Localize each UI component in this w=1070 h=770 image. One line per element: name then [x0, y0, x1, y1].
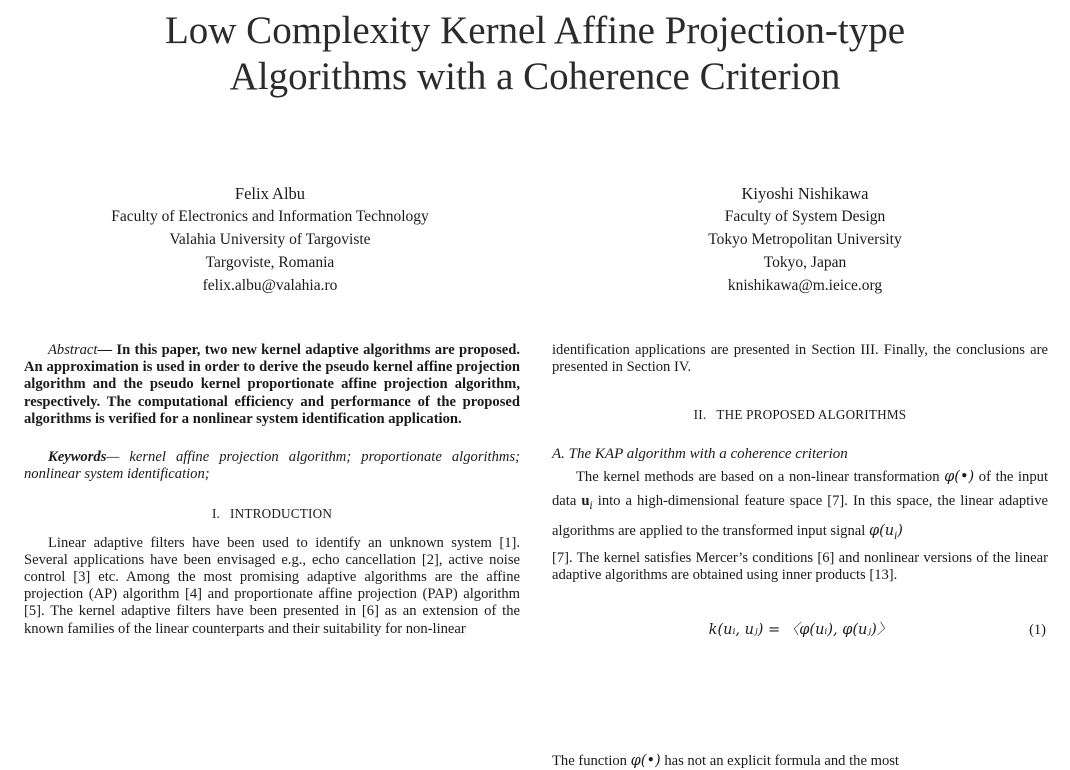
right-column [552, 342, 1048, 646]
equation-1 [552, 622, 1048, 646]
abstract-text: — In this paper, two new kernel adaptive algorithms are proposed. An approximation is used in order to derive the pseudo kernel affine projection algorithm and the pseudo kernel proportionate affine projection algorithm, respectively. The computational efficiency and performance of the proposed algorithms is verified for a nonlinear system identification application. [24, 342, 520, 427]
author-email: felix.albu@valahia.ro [202, 277, 338, 294]
left-column [24, 342, 520, 638]
author-affiliation: Faculty of System Design [724, 208, 886, 225]
text-run: The function [552, 753, 627, 769]
keywords-text: — kernel affine projection algorithm; proportionate algorithms; nonlinear system identification; [24, 449, 520, 483]
text-run: has not an explicit formula and the most [664, 753, 899, 769]
phi-function: φ(•) [630, 753, 661, 769]
text-run: The kernel methods are based on a non-linear transformation [576, 468, 940, 485]
abstract-label: Abstract [48, 342, 98, 358]
author-university: Tokyo Metropolitan University [708, 231, 902, 248]
introduction-paragraph: Linear adaptive filters have been used to identify an unknown system [1]. Several applications have been envisaged e.g., echo cancellation [2], active noise control [3] etc. Among the most promising adaptive algorithms are the affine projection (AP) algorithm [4] and proportionate affine projection (PAP) algorithm [5]. The kernel adaptive filters have been presented in [6] as an extension of the known families of the linear counterparts and their suitability for non-linear [24, 534, 520, 637]
author-location: Tokyo, Japan [763, 254, 847, 271]
section-number: II. [693, 407, 707, 423]
author-name: Kiyoshi Nishikawa [741, 184, 869, 203]
keywords-label: Keywords [48, 449, 107, 466]
function-paragraph-start [552, 753, 1048, 770]
author-location: Targoviste, Romania [205, 254, 335, 271]
abstract [24, 342, 520, 428]
intro-continuation: identification applications are presented in Section III. Finally, the conclusions are presented in Section IV. [552, 342, 1048, 376]
paper-title-line-1: Low Complexity Kernel Affine Projection-type [164, 9, 906, 52]
equation-body: k(uᵢ, uⱼ) = 〈φ(uᵢ), φ(uⱼ)〉 [708, 621, 892, 638]
paper-title-line-2: Algorithms with a Coherence Criterion [229, 55, 841, 98]
section-heading-introduction [24, 505, 520, 522]
subsection-heading: A. The KAP algorithm with a coherence criterion [552, 445, 848, 462]
author-university: Valahia University of Targoviste [169, 231, 371, 248]
phi-of-u: $\varphi(u_i)$ [868, 523, 903, 543]
phi-function: φ(•) [944, 468, 975, 485]
keywords [24, 449, 520, 483]
kernel-methods-paragraph: The kernel methods are based on a non-linear transformation φ(•) of the input data $u_i$ into a high-dimensional feature space [7]. In this space, the linear adaptive algorithms are applied to the transformed input signal $\varphi(u_i)$ [552, 468, 1049, 543]
author-block-1 [20, 182, 520, 297]
text-run: of the input data [552, 468, 1049, 510]
section-title: THE PROPOSED ALGORITHMS [716, 407, 907, 423]
section-title: INTRODUCTION [230, 506, 333, 522]
author-name: Felix Albu [234, 184, 306, 203]
author-affiliation: Faculty of Electronics and Information Technology [111, 208, 429, 225]
section-number: I. [211, 506, 221, 522]
equation-number: (1) [1029, 621, 1046, 638]
mercer-paragraph: [7]. The kernel satisfies Mercer’s conditions [6] and nonlinear versions of the linear adaptive algorithms are obtained using inner products [13]. [552, 549, 1048, 583]
section-heading-proposed-algorithms [552, 406, 1048, 423]
input-vector-u: u [581, 493, 590, 510]
author-block-2 [555, 182, 1055, 297]
author-email: knishikawa@m.ieice.org [727, 277, 883, 294]
paper-title [0, 8, 1070, 100]
text-run: into a high-dimensional feature space [7]. In this space, the linear adaptive algorithms are applied to the transformed input signal [552, 493, 1049, 540]
